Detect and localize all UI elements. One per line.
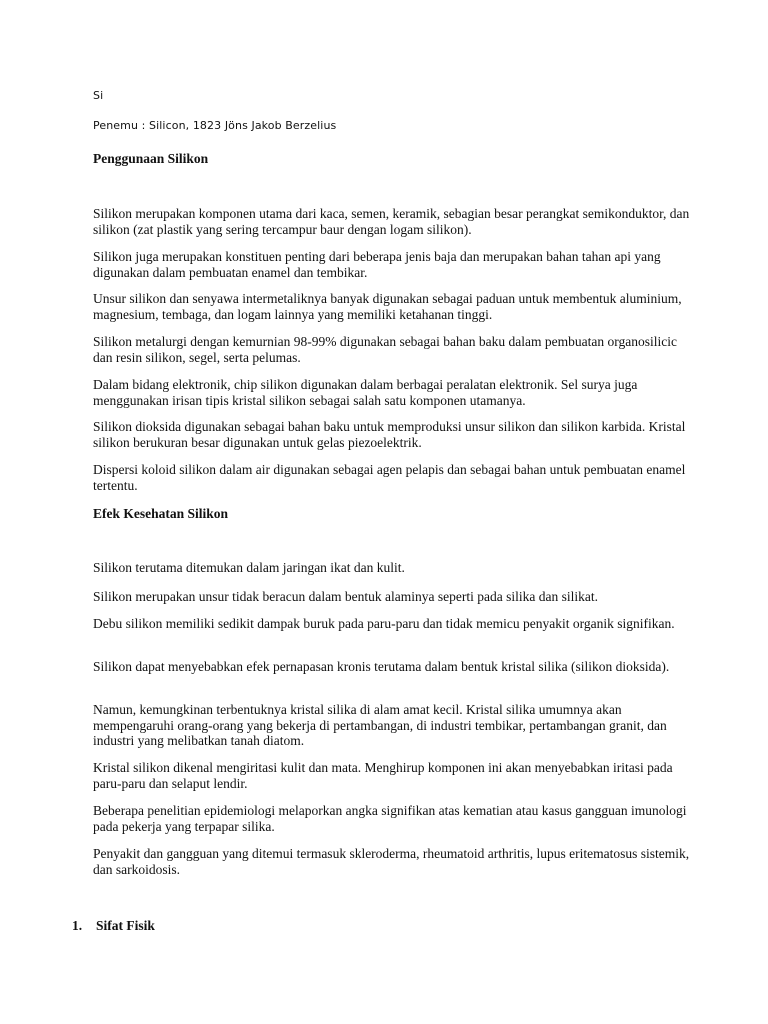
health-paragraph: Penyakit dan gangguan yang ditemui termasuk skleroderma, rheumatoid arthritis, lupus eritematosus sistemik, dan sarkoidosis. — [93, 846, 690, 877]
usage-paragraph: Silikon juga merupakan konstituen penting dari beberapa jenis baja dan merupakan bahan tahan api yang digunakan dalam pembuatan enamel dan tembikar. — [93, 249, 661, 280]
usage-paragraph: Dispersi koloid silikon dalam air digunakan sebagai agen pelapis dan sebagai bahan untuk pembuatan enamel tertentu. — [93, 462, 686, 493]
usage-paragraph: Silikon merupakan komponen utama dari kaca, semen, keramik, sebagian besar perangkat semikonduktor, dan silikon (zat plastik yang sering tercampur baur dengan logam silikon). — [93, 206, 690, 237]
heading-number: 1. — [72, 918, 83, 933]
usage-paragraph: Silikon dioksida digunakan sebagai bahan baku untuk memproduksi unsur silikon dan silikon karbida. Kristal silikon berukuran besar digunakan untuk gelas piezoelektrik. — [93, 419, 686, 450]
usage-paragraph: Unsur silikon dan senyawa intermetaliknya banyak digunakan sebagai paduan untuk membentuk aluminium, magnesium, tembaga, dan logam lainnya yang memiliki ketahanan tinggi. — [93, 291, 682, 322]
health-paragraph: Silikon terutama ditemukan dalam jaringan ikat dan kulit. — [93, 560, 405, 575]
health-paragraph: Beberapa penelitian epidemiologi melaporkan angka signifikan atas kematian atau kasus gangguan imunologi pada pekerja yang terpapar silika. — [93, 803, 687, 834]
health-paragraph: Silikon dapat menyebabkan efek pernapasan kronis terutama dalam bentuk kristal silika (silikon dioksida). — [93, 659, 670, 674]
health-paragraph: Namun, kemungkinan terbentuknya kristal silika di alam amat kecil. Kristal silika umumnya akan mempengaruhi orang-orang yang bekerja di pertambangan, di industri tembikar, pertambangan granit, dan industri yang melibatkan tanah diatom. — [93, 702, 667, 748]
health-paragraph: Silikon merupakan unsur tidak beracun dalam bentuk alaminya seperti pada silika dan silikat. — [93, 589, 598, 604]
discoverer-line: Penemu : Silicon, 1823 Jöns Jakob Berzelius — [93, 119, 337, 132]
heading-physical-properties — [72, 918, 155, 934]
health-paragraph: Debu silikon memiliki sedikit dampak buruk pada paru-paru dan tidak memicu penyakit organik signifikan. — [93, 616, 675, 631]
heading-health-effects: Efek Kesehatan Silikon — [93, 506, 229, 521]
heading-usage: Penggunaan Silikon — [93, 151, 209, 166]
usage-paragraph: Dalam bidang elektronik, chip silikon digunakan dalam berbagai peralatan elektronik. Sel surya juga menggunakan irisan tipis kristal silikon sebagai salah satu komponen utamanya. — [93, 377, 638, 408]
heading-physical-title: Sifat Fisik — [96, 918, 155, 933]
element-symbol: Si — [93, 89, 104, 102]
health-paragraph: Kristal silikon dikenal mengiritasi kulit dan mata. Menghirup komponen ini akan menyebabkan iritasi pada paru-paru dan selaput lendir. — [93, 760, 673, 791]
usage-paragraph: Silikon metalurgi dengan kemurnian 98-99% digunakan sebagai bahan baku dalam pembuatan organosilicic dan resin silikon, segel, serta pelumas. — [93, 334, 677, 365]
